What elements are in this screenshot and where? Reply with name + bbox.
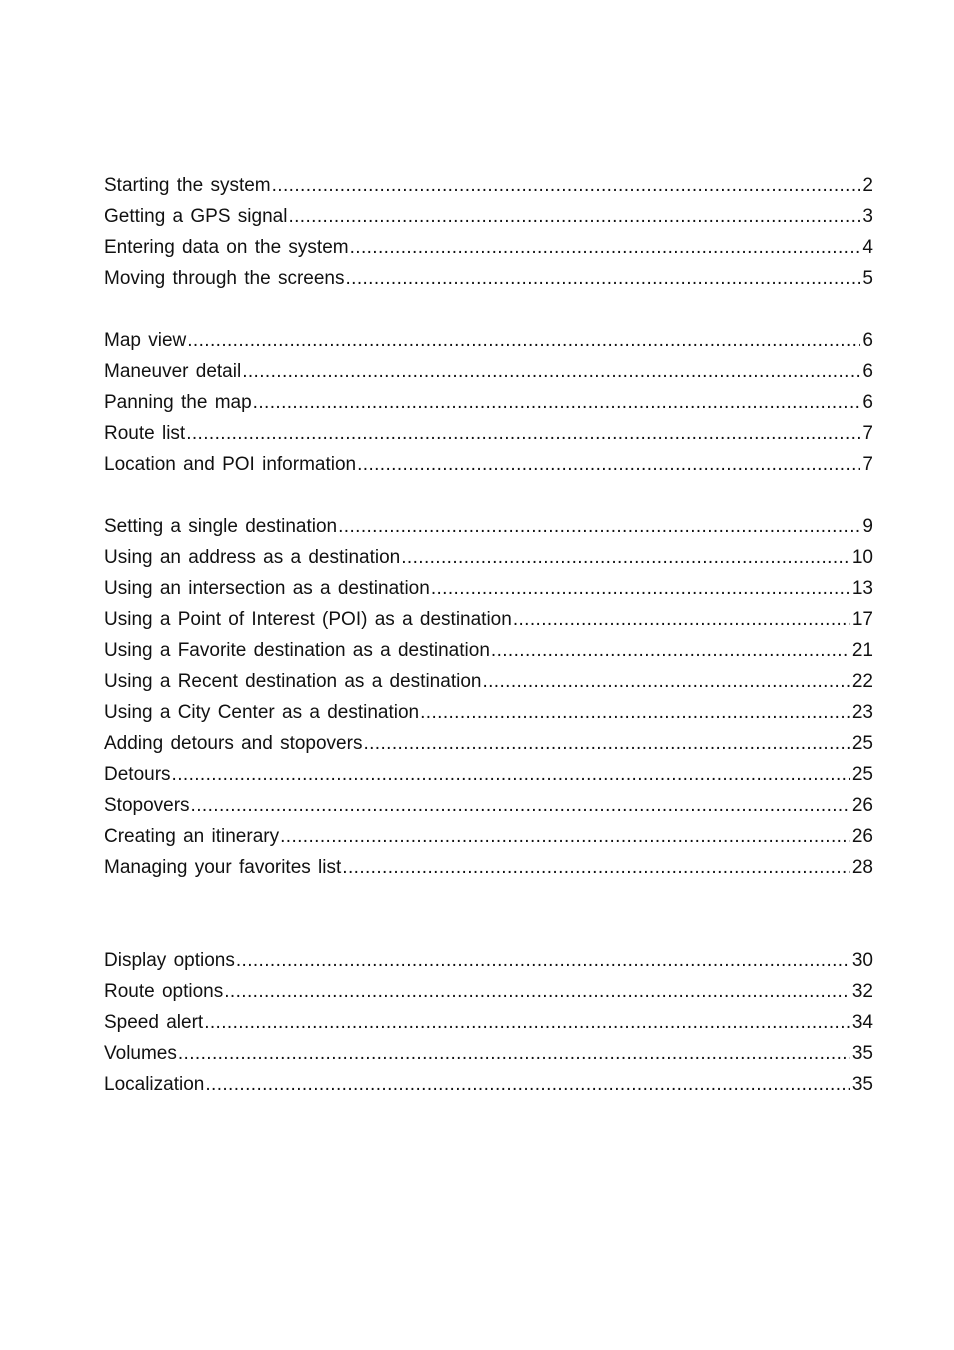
toc-entry-page: 6: [862, 330, 873, 351]
toc-entry[interactable]: [104, 728, 873, 759]
toc-entry-page: 30: [851, 950, 873, 971]
dot-leader: [204, 1007, 850, 1038]
toc-entry[interactable]: [104, 1007, 873, 1038]
toc-entry[interactable]: [104, 759, 873, 790]
toc-group-getting-started: [104, 170, 873, 294]
toc-entry-title: Maneuver detail: [104, 361, 242, 382]
toc-entry-title: Entering data on the system: [104, 237, 349, 258]
toc-entry-title: Using a City Center as a destination: [104, 702, 420, 723]
dot-leader: [236, 945, 850, 976]
toc-entry[interactable]: [104, 232, 873, 263]
dot-leader: [401, 542, 850, 573]
toc-entry-page: 7: [862, 423, 873, 444]
toc-entry-page: 32: [851, 981, 873, 1002]
toc-entry-page: 25: [851, 733, 873, 754]
toc-entry-page: 4: [862, 237, 873, 258]
toc-entry-title: Localization: [104, 1074, 205, 1095]
toc-entry-page: 13: [851, 578, 873, 599]
toc-entry[interactable]: [104, 542, 873, 573]
dot-leader: [191, 790, 850, 821]
toc-entry-title: Using an address as a destination: [104, 547, 401, 568]
toc-entry[interactable]: [104, 852, 873, 883]
toc-entry-page: 21: [851, 640, 873, 661]
dot-leader: [280, 821, 850, 852]
toc-entry-title: Moving through the screens: [104, 268, 345, 289]
toc-entry-page: 6: [862, 361, 873, 382]
toc-entry-page: 3: [862, 206, 873, 227]
toc-entry-page: 22: [851, 671, 873, 692]
dot-leader: [187, 325, 860, 356]
toc-entry[interactable]: [104, 449, 873, 480]
toc-entry-page: 6: [862, 392, 873, 413]
dot-leader: [491, 635, 850, 666]
toc-entry[interactable]: [104, 418, 873, 449]
dot-leader: [363, 728, 849, 759]
dot-leader: [513, 604, 850, 635]
toc-entry-title: Display options: [104, 950, 235, 971]
toc-entry[interactable]: [104, 821, 873, 852]
toc-entry-title: Route list: [104, 423, 186, 444]
toc-entry[interactable]: [104, 263, 873, 294]
toc-entry-title: Getting a GPS signal: [104, 206, 288, 227]
toc-entry-title: Volumes: [104, 1043, 177, 1064]
toc-entry[interactable]: [104, 604, 873, 635]
toc-entry-title: Adding detours and stopovers: [104, 733, 363, 754]
dot-leader: [345, 263, 860, 294]
dot-leader: [431, 573, 850, 604]
toc-entry-title: Creating an itinerary: [104, 826, 280, 847]
toc-entry-page: 28: [851, 857, 873, 878]
toc-entry-page: 26: [851, 795, 873, 816]
toc-entry[interactable]: [104, 170, 873, 201]
dot-leader: [242, 356, 860, 387]
toc-group-map: [104, 325, 873, 480]
toc-entry-page: 7: [862, 454, 873, 475]
dot-leader: [186, 418, 860, 449]
dot-leader: [342, 852, 850, 883]
toc-entry-title: Detours: [104, 764, 171, 785]
toc-entry[interactable]: [104, 697, 873, 728]
toc-entry[interactable]: [104, 511, 873, 542]
toc-entry-page: 34: [851, 1012, 873, 1033]
toc-entry-title: Using an intersection as a destination: [104, 578, 430, 599]
toc-entry-title: Starting the system: [104, 175, 271, 196]
toc-entry-title: Setting a single destination: [104, 516, 338, 537]
dot-leader: [172, 759, 850, 790]
dot-leader: [338, 511, 860, 542]
toc-entry[interactable]: [104, 976, 873, 1007]
toc-entry-page: 23: [851, 702, 873, 723]
toc-entry[interactable]: [104, 635, 873, 666]
dot-leader: [253, 387, 861, 418]
dot-leader: [350, 232, 861, 263]
toc-entry-title: Managing your favorites list: [104, 857, 342, 878]
toc-entry-title: Route options: [104, 981, 224, 1002]
toc-entry[interactable]: [104, 387, 873, 418]
toc-entry-page: 2: [862, 175, 873, 196]
toc-entry-title: Location and POI information: [104, 454, 357, 475]
toc-entry[interactable]: [104, 356, 873, 387]
toc-entry[interactable]: [104, 945, 873, 976]
toc-entry-page: 25: [851, 764, 873, 785]
dot-leader: [357, 449, 860, 480]
toc-entry-page: 17: [851, 609, 873, 630]
toc-entry[interactable]: [104, 1038, 873, 1069]
toc-entry-title: Using a Recent destination as a destination: [104, 671, 482, 692]
dot-leader: [205, 1069, 850, 1100]
dot-leader: [420, 697, 850, 728]
table-of-contents: [104, 170, 873, 1100]
dot-leader: [288, 201, 860, 232]
toc-entry[interactable]: [104, 666, 873, 697]
toc-group-settings: [104, 945, 873, 1100]
toc-entry-title: Panning the map: [104, 392, 252, 413]
toc-entry-title: Using a Favorite destination as a destination: [104, 640, 490, 661]
dot-leader: [224, 976, 850, 1007]
toc-group-destinations: [104, 511, 873, 883]
toc-entry[interactable]: [104, 201, 873, 232]
toc-entry-title: Using a Point of Interest (POI) as a destination: [104, 609, 512, 630]
toc-entry[interactable]: [104, 790, 873, 821]
toc-entry-page: 10: [851, 547, 873, 568]
toc-entry-page: 26: [851, 826, 873, 847]
toc-entry[interactable]: [104, 573, 873, 604]
dot-leader: [272, 170, 861, 201]
toc-entry-page: 35: [851, 1074, 873, 1095]
toc-entry[interactable]: [104, 325, 873, 356]
dot-leader: [482, 666, 849, 697]
dot-leader: [178, 1038, 850, 1069]
toc-entry-page: 9: [862, 516, 873, 537]
toc-entry-page: 5: [862, 268, 873, 289]
toc-entry-title: Map view: [104, 330, 187, 351]
toc-entry-title: Speed alert: [104, 1012, 204, 1033]
toc-entry[interactable]: [104, 1069, 873, 1100]
toc-entry-title: Stopovers: [104, 795, 190, 816]
toc-entry-page: 35: [851, 1043, 873, 1064]
